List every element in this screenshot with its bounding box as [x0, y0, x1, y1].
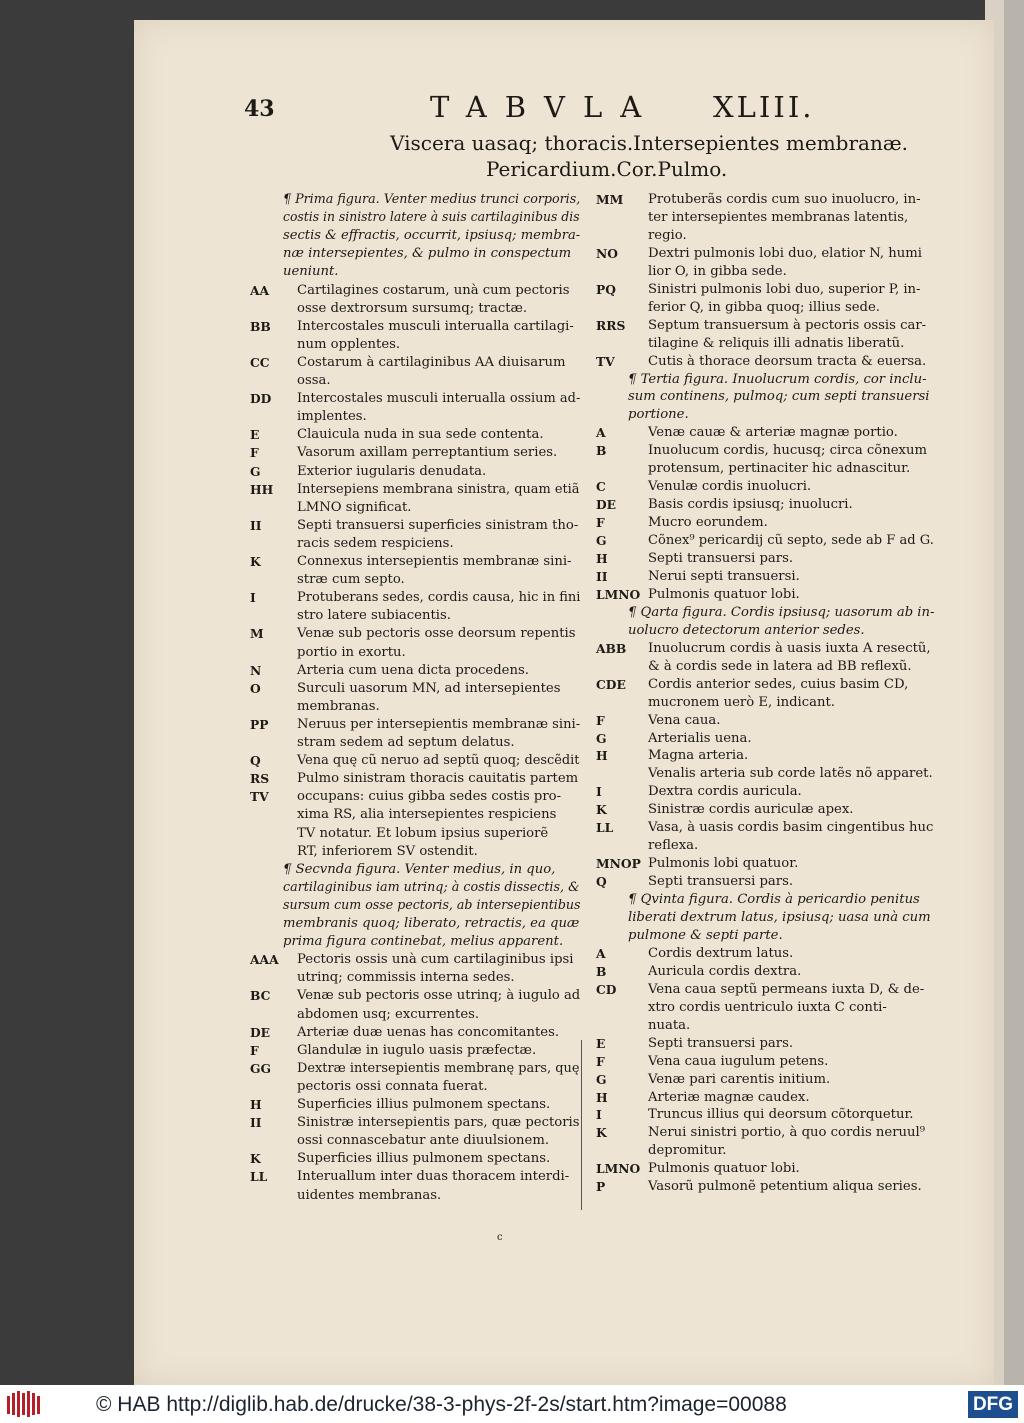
figure-caption-line: ueniunt.: [283, 264, 339, 280]
figure-label: LL: [596, 820, 614, 836]
figure-label: MM: [596, 192, 624, 207]
figure-caption-line: næ intersepientes, & pulmo in conspectum: [283, 246, 572, 262]
legend-line: Interuallum inter duas thoracem interdi-: [297, 1169, 570, 1185]
legend-line: Clauicula nuda in sua sede contenta.: [297, 427, 544, 443]
legend-line: Sinistri pulmonis lobi duo, superior P, in-: [648, 281, 921, 297]
figure-label: H: [596, 748, 608, 764]
legend-line: Protuberãs cordis cum suo inuolucro, in-: [648, 192, 921, 207]
figure-label: ABB: [596, 640, 627, 656]
legend-line: Venæ pari carentis initium.: [648, 1071, 831, 1087]
legend-line: Vasorum axillam perreptantium series.: [297, 445, 558, 461]
figure-label: Q: [250, 753, 261, 769]
figure-label: A: [596, 945, 606, 961]
figure-label: B: [596, 963, 607, 979]
figure-label: BB: [250, 318, 271, 334]
legend-line: tilagine & reliquis illi adnatis liberatũ.: [648, 335, 905, 351]
figure-label: H: [596, 1089, 608, 1105]
column-divider: [581, 1040, 582, 1210]
figure-caption-line: sum continens, pulmoq; cum septi transuersi: [628, 389, 930, 405]
legend-line: Superficies illius pulmonem spectans.: [297, 1151, 551, 1167]
legend-line: Intercostales musculi interualla cartilagi-: [297, 318, 574, 334]
legend-line: Sinistræ cordis auriculæ apex.: [648, 802, 854, 818]
legend-line: Arteriæ magnæ caudex.: [648, 1089, 810, 1105]
figure-label: N: [250, 662, 262, 678]
figure-caption-line: portione.: [628, 407, 689, 423]
legend-line: implentes.: [297, 409, 367, 425]
legend-line: uidentes membranas.: [297, 1187, 442, 1203]
legend-line: Dextra cordis auricula.: [648, 784, 802, 800]
legend-line: occupans: cuius gibba sedes costis pro-: [297, 789, 562, 805]
legend-line: abdomen usq; excurrentes.: [297, 1006, 480, 1022]
hab-logo-icon[interactable]: [6, 1390, 44, 1418]
figure-caption-line: prima figura continebat, melius apparent.: [283, 934, 564, 950]
figure-caption-line: ¶ Secvnda figura. Venter medius, in quo,: [283, 861, 556, 877]
legend-line: Cõnex⁹ pericardij cũ septo, sede ab F ad G.: [648, 533, 934, 549]
legend-line: Vena caua.: [648, 712, 721, 728]
figure-label: M: [250, 626, 264, 642]
legend-line: Superficies illius pulmonem spectans.: [297, 1097, 551, 1112]
figure-label: H: [596, 551, 608, 566]
figure-caption-line: sursum cum osse pectoris, ab intersepientibus: [283, 897, 581, 913]
legend-line: Cartilagines costarum, unà cum pectoris: [297, 282, 570, 298]
figure-label: CC: [250, 354, 270, 370]
figure-label: HH: [250, 481, 274, 497]
figure-label: F: [250, 445, 259, 461]
dfg-logo[interactable]: DFG: [968, 1391, 1018, 1418]
figure-label: B: [596, 443, 607, 459]
figure-label: AA: [250, 282, 270, 298]
figure-label: II: [596, 568, 608, 584]
figure-label: E: [596, 1035, 606, 1051]
legend-line: mucronem uerò E, indicant.: [648, 694, 835, 710]
legend-line: Arteria cum uena dicta procedens.: [297, 662, 529, 678]
figure-label: G: [596, 1071, 607, 1087]
legend-line: Septi transuersi pars.: [648, 874, 794, 890]
figure-label: I: [250, 590, 256, 606]
figure-caption-line: costis in sinistro latere à suis cartilaginibus dis: [283, 210, 580, 226]
figure-label: CD: [596, 981, 617, 997]
figure-label: MNOP: [596, 856, 641, 872]
figure-caption-line: liberati dextrum latus, ipsiusq; uasa unà cum: [628, 910, 931, 925]
legend-line: Pulmonis quatuor lobi.: [648, 586, 800, 602]
legend-line: Intersepiens membrana sinistra, quam etiã: [297, 481, 580, 497]
figure-label: A: [596, 425, 606, 441]
figure-label: DE: [596, 497, 617, 513]
legend-line: Vasa, à uasis cordis basim cingentibus huc: [648, 820, 934, 836]
legend-line: osse dextrorsum sursumq; tractæ.: [297, 300, 528, 316]
legend-line: Septi transuersi superficies sinistram tho-: [297, 517, 579, 533]
legend-line: & à cordis sede in latera ad BB reflexũ.: [648, 658, 912, 674]
legend-line: Sinistræ intersepientis pars, quæ pectoris: [297, 1115, 580, 1131]
figure-caption-line: sectis & effractis, occurrit, ipsiusq; membra-: [283, 228, 581, 244]
figure-label: G: [596, 533, 607, 549]
figure-label: PQ: [596, 281, 616, 297]
legend-line: stram sedem ad septum delatus.: [297, 735, 515, 750]
legend-line: regio.: [648, 227, 687, 243]
page-number: 43: [244, 96, 275, 122]
legend-line: Venulæ cordis inuolucri.: [648, 479, 812, 495]
legend-line: Vena caua iugulum petens.: [648, 1053, 829, 1069]
figure-label: PP: [250, 716, 269, 732]
figure-label: O: [250, 680, 261, 696]
figure-label: K: [596, 802, 607, 818]
legend-line: Vena quę cũ neruo ad septũ quoq; descẽdit: [297, 753, 580, 769]
legend-line: membranas.: [297, 698, 380, 714]
plate-number: XLIII.: [713, 90, 815, 124]
legend-line: Mucro eorundem.: [648, 515, 768, 531]
figure-label: AAA: [250, 952, 279, 968]
figure-label: K: [250, 1151, 261, 1167]
figure-label: DE: [250, 1024, 271, 1040]
legend-line: num opplentes.: [297, 336, 401, 352]
legend-line: Pulmonis quatuor lobi.: [648, 1161, 800, 1177]
figure-label: K: [596, 1125, 607, 1141]
figure-label: Q: [596, 874, 607, 890]
legend-line: Dextri pulmonis lobi duo, elatior N, humi: [648, 245, 922, 261]
legend-line: xima RS, alia intersepientes respiciens: [297, 807, 557, 823]
figure-label: LL: [250, 1169, 268, 1185]
legend-line: Arteriæ duæ uenas has concomitantes.: [297, 1024, 560, 1040]
legend-line: Cutis à thorace deorsum tracta & euersa.: [648, 353, 927, 369]
figure-caption-line: cartilaginibus iam utrinq; à costis dissectis, &: [283, 879, 580, 895]
figure-caption-line: pulmone & septi parte.: [628, 927, 783, 943]
legend-line: protensum, pertinaciter hic adnascitur.: [648, 461, 911, 477]
figure-label: P: [596, 1179, 606, 1195]
legend-line: nuata.: [648, 1017, 691, 1033]
legend-line: TV notatur. Et lobum ipsius superiorẽ: [297, 825, 549, 841]
figure-caption-line: uolucro detectorum anterior sedes.: [628, 622, 865, 638]
copyright-source-link[interactable]: © HAB http://diglib.hab.de/drucke/38-3-phys-2f-2s/start.htm?image=00088: [96, 1393, 787, 1416]
plate-subtitle-line1: Viscera uasaq; thoracis.Intersepientes membranæ.: [390, 131, 908, 155]
figure-caption-line: ¶ Prima figura. Venter medius trunci corporis,: [283, 192, 581, 207]
legend-line: Nerui sinistri portio, à quo cordis neruul⁹: [648, 1125, 926, 1141]
legend-line: Venæ sub pectoris osse deorsum repentis: [297, 626, 576, 642]
legend-line: stræ cum septo.: [297, 572, 405, 588]
figure-label: H: [250, 1097, 262, 1112]
legend-line: Septi transuersi pars.: [648, 551, 794, 566]
legend-line: Pectoris ossis unà cum cartilaginibus ipsi: [297, 952, 574, 968]
legend-line: ossi connascebatur ante diuulsionem.: [297, 1133, 550, 1149]
legend-line: Pulmo sinistram thoracis cauitatis partem: [297, 771, 579, 787]
legend-line: Exterior iugularis denudata.: [297, 463, 487, 479]
legend-line: Cordis dextrum latus.: [648, 945, 794, 961]
legend-line: Surculi uasorum MN, ad intersepientes: [297, 680, 561, 696]
figure-caption-line: ¶ Qvinta figura. Cordis à pericardio penitus: [628, 892, 920, 908]
legend-line: Basis cordis ipsiusq; inuolucri.: [648, 497, 853, 513]
figure-label: RS: [250, 771, 270, 787]
legend-line: Connexus intersepientis membranæ sini-: [297, 554, 572, 569]
figure-label: F: [596, 1053, 605, 1069]
legend-line: ter intersepientes membranas latentis,: [648, 209, 909, 225]
legend-line: xtro cordis uentriculo iuxta C conti-: [648, 999, 887, 1015]
legend-line: Vasorũ pulmonẽ petentium aliqua series.: [648, 1179, 922, 1195]
legend-line: Venalis arteria sub corde latẽs nõ apparet.: [648, 766, 933, 782]
legend-line: Septi transuersi pars.: [648, 1035, 794, 1051]
legend-line: Dextræ intersepientis membranę pars, quę: [297, 1060, 580, 1076]
legend-line: Venæ sub pectoris osse utrinq; à iugulo ad: [297, 988, 581, 1004]
legend-line: racis sedem respiciens.: [297, 535, 454, 551]
signature-mark: c: [497, 1232, 503, 1243]
figure-label: E: [250, 427, 260, 443]
legend-line: pectoris ossi connata fuerat.: [297, 1078, 488, 1094]
book-edge: [1004, 0, 1024, 1385]
legend-line: stro latere subiacentis.: [297, 608, 451, 624]
plate-subtitle-line2: Pericardium.Cor.Pulmo.: [486, 157, 728, 181]
legend-line: Inuolucrum cordis à uasis iuxta A resectũ,: [648, 640, 931, 656]
figure-label: GG: [250, 1060, 272, 1076]
figure-label: F: [250, 1042, 259, 1058]
figure-label: I: [596, 784, 602, 800]
figure-label: LMNO: [596, 586, 641, 602]
figure-label: K: [250, 554, 261, 569]
legend-line: Protuberans sedes, cordis causa, hic in fini: [297, 590, 581, 606]
figure-label: F: [596, 515, 605, 531]
legend-line: RT, inferiorem SV ostendit.: [297, 843, 478, 859]
figure-label: C: [596, 479, 606, 495]
legend-line: Costarum à cartilaginibus AA diuisarum: [297, 354, 566, 370]
viewer-footer: [0, 1385, 1024, 1423]
legend-line: Venæ cauæ & arteriæ magnæ portio.: [648, 425, 898, 441]
legend-line: Truncus illius qui deorsum cõtorquetur.: [648, 1107, 914, 1123]
legend-line: Glandulæ in iugulo uasis præfectæ.: [297, 1042, 537, 1058]
legend-line: Arterialis uena.: [648, 730, 752, 746]
figure-caption-line: membranis quoq; liberato, retractis, ea quæ: [283, 916, 580, 931]
figure-caption-line: ¶ Qarta figura. Cordis ipsiusq; uasorum ab in-: [628, 604, 935, 620]
figure-label: G: [250, 463, 261, 479]
running-title: TABVLA: [430, 90, 660, 124]
figure-caption-line: ¶ Tertia figura. Inuolucrum cordis, cor inclu-: [628, 371, 927, 387]
legend-line: LMNO significat.: [297, 499, 412, 515]
legend-line: ferior Q, in gibba quoq; illius sede.: [648, 299, 880, 315]
figure-label: II: [250, 1115, 262, 1131]
figure-label: II: [250, 517, 262, 533]
figure-label: TV: [596, 353, 615, 369]
figure-label: TV: [250, 789, 269, 805]
figure-label: F: [596, 712, 605, 728]
legend-line: Cordis anterior sedes, cuius basim CD,: [648, 676, 909, 692]
figure-label: LMNO: [596, 1161, 641, 1177]
legend-line: utrinq; commissis interna sedes.: [297, 970, 515, 986]
legend-line: portio in exortu.: [297, 644, 406, 660]
legend-line: Neruus per intersepientis membranæ sini-: [297, 716, 581, 732]
legend-line: depromitur.: [648, 1143, 727, 1159]
legend-line: Inuolucum cordis, hucusq; circa cõnexum: [648, 443, 927, 459]
figure-label: NO: [596, 245, 618, 261]
figure-label: DD: [250, 391, 272, 407]
legend-line: Auricula cordis dextra.: [648, 963, 802, 979]
legend-line: ossa.: [297, 373, 331, 388]
legend-line: Pulmonis lobi quatuor.: [648, 856, 799, 872]
figure-label: RRS: [596, 317, 626, 333]
legend-line: Intercostales musculi interualla ossium ad-: [297, 391, 581, 407]
legend-line: lior O, in gibba sede.: [648, 263, 787, 279]
figure-label: G: [596, 730, 607, 746]
legend-line: reflexa.: [648, 838, 699, 854]
figure-label: CDE: [596, 676, 626, 692]
legend-line: Magna arteria.: [648, 748, 749, 764]
legend-line: Nerui septi transuersi.: [648, 568, 800, 584]
figure-label: I: [596, 1107, 602, 1123]
legend-line: Septum transuersum à pectoris ossis car-: [648, 317, 927, 333]
legend-line: Vena caua septũ permeans iuxta D, & de-: [648, 981, 925, 997]
figure-label: BC: [250, 988, 271, 1004]
